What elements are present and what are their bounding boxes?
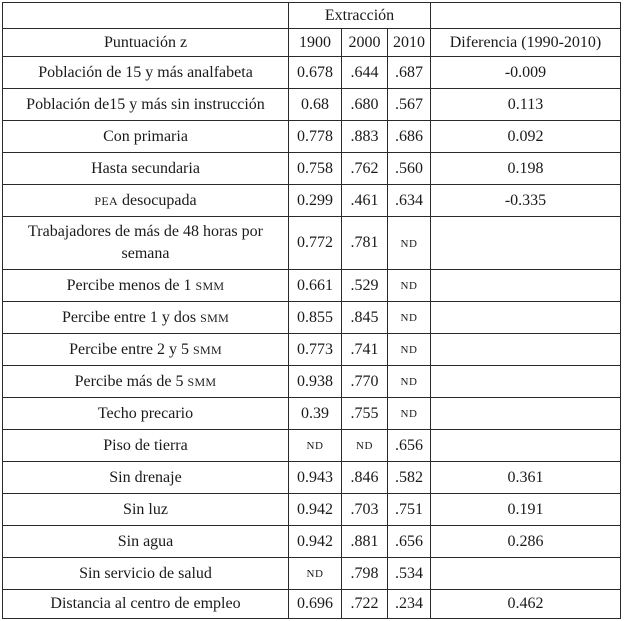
row-label (3, 217, 289, 270)
table-row (3, 270, 621, 302)
cell-diferencia (431, 302, 621, 334)
row-label-text: Trabajadores de más de 48 horas por semana (28, 223, 263, 262)
cell-2010: .751 (388, 494, 431, 526)
table-row (3, 526, 621, 558)
header-empty-cell (431, 3, 621, 29)
nd-marker: ND (356, 440, 373, 452)
data-table (2, 2, 621, 619)
cell-2000: .680 (342, 89, 388, 121)
nd-marker: ND (400, 280, 418, 292)
cell-2010: .560 (388, 153, 431, 185)
table-row (3, 302, 621, 334)
row-label-text: Población de 15 y más analfabeta (38, 63, 253, 81)
table-row (3, 590, 621, 619)
cell-2010: .656 (388, 526, 431, 558)
cell-diferencia (431, 366, 621, 398)
row-label-abbrev: SMM (195, 278, 225, 293)
cell-1900: 0.39 (289, 398, 342, 430)
cell-1900: 0.661 (289, 270, 342, 302)
cell-2010: .687 (388, 57, 431, 89)
cell-2010 (388, 398, 431, 430)
cell-diferencia: 0.198 (431, 153, 621, 185)
table-row (3, 462, 621, 494)
table-row (3, 494, 621, 526)
cell-diferencia: 0.191 (431, 494, 621, 526)
cell-1900: 0.938 (289, 366, 342, 398)
header-year-1900: 1900 (289, 29, 342, 57)
header-extraccion: Extracción (289, 3, 431, 29)
cell-2010: .234 (388, 590, 431, 619)
row-label (3, 430, 289, 462)
cell-diferencia (431, 430, 621, 462)
cell-2000 (342, 430, 388, 462)
cell-1900: 0.855 (289, 302, 342, 334)
row-label-text: Distancia al centro de empleo (50, 595, 241, 612)
cell-2000: .881 (342, 526, 388, 558)
row-label (3, 121, 289, 153)
cell-2010: .634 (388, 185, 431, 217)
nd-marker: ND (306, 440, 324, 452)
cell-2000: .770 (342, 366, 388, 398)
cell-1900: 0.758 (289, 153, 342, 185)
cell-2010 (388, 270, 431, 302)
row-label-text: Techo precario (97, 404, 194, 422)
cell-1900: 0.68 (289, 89, 342, 121)
cell-diferencia (431, 334, 621, 366)
nd-marker: ND (306, 568, 324, 580)
cell-2000: .798 (342, 558, 388, 590)
table-row (3, 185, 621, 217)
nd-marker: ND (400, 376, 418, 388)
row-label-text: Piso de tierra (103, 436, 188, 454)
nd-marker: ND (400, 408, 418, 420)
cell-diferencia: 0.286 (431, 526, 621, 558)
table-row (3, 430, 621, 462)
row-label (3, 494, 289, 526)
cell-diferencia (431, 217, 621, 270)
cell-2000: .781 (342, 217, 388, 270)
row-label-text: desocupada (117, 191, 197, 209)
cell-2000: .883 (342, 121, 388, 153)
table-row (3, 334, 621, 366)
header-year-2000: 2000 (342, 29, 388, 57)
header-row-columns (3, 29, 621, 57)
table-row (3, 398, 621, 430)
row-label-text: Percibe menos de 1 (66, 276, 196, 294)
cell-diferencia (431, 398, 621, 430)
cell-2000: .741 (342, 334, 388, 366)
cell-1900 (289, 430, 342, 462)
cell-1900: 0.943 (289, 462, 342, 494)
row-label-text: Percibe entre 1 y dos (61, 308, 201, 326)
row-label (3, 89, 289, 121)
row-label (3, 334, 289, 366)
table-row (3, 558, 621, 590)
row-label (3, 398, 289, 430)
cell-1900: 0.678 (289, 57, 342, 89)
cell-2000: .845 (342, 302, 388, 334)
row-label-abbrev: PEA (94, 193, 118, 208)
table-row (3, 57, 621, 89)
row-label-text: Sin agua (117, 532, 174, 550)
cell-diferencia: 0.361 (431, 462, 621, 494)
cell-2010: .534 (388, 558, 431, 590)
row-label-text: Población de15 y más sin instrucción (26, 95, 265, 113)
cell-2000: .644 (342, 57, 388, 89)
row-label (3, 462, 289, 494)
row-label (3, 57, 289, 89)
cell-2000: .722 (342, 590, 388, 619)
header-year-2010: 2010 (388, 29, 431, 57)
nd-marker: ND (400, 237, 418, 250)
cell-2000: .846 (342, 462, 388, 494)
row-label-text: Hasta secundaria (91, 159, 200, 177)
cell-1900: 0.299 (289, 185, 342, 217)
cell-diferencia (431, 558, 621, 590)
header-row-group (3, 3, 621, 29)
cell-2010 (388, 302, 431, 334)
row-label (3, 526, 289, 558)
cell-1900: 0.772 (289, 217, 342, 270)
cell-1900: 0.942 (289, 494, 342, 526)
cell-2010: .686 (388, 121, 431, 153)
row-label (3, 270, 289, 302)
table-body (3, 3, 621, 619)
cell-1900: 0.778 (289, 121, 342, 153)
row-label-abbrev: SMM (193, 342, 222, 357)
table-row (3, 121, 621, 153)
cell-2000: .461 (342, 185, 388, 217)
table-row (3, 366, 621, 398)
row-label (3, 153, 289, 185)
cell-diferencia: 0.092 (431, 121, 621, 153)
header-puntuacion-z: Puntuación z (3, 29, 289, 57)
cell-diferencia: 0.113 (431, 89, 621, 121)
table-row (3, 89, 621, 121)
cell-2010 (388, 334, 431, 366)
cell-1900: 0.942 (289, 526, 342, 558)
row-label (3, 366, 289, 398)
row-label (3, 590, 289, 619)
cell-2010: .582 (388, 462, 431, 494)
row-label-text: Sin drenaje (109, 468, 182, 486)
cell-1900 (289, 558, 342, 590)
cell-2010: .567 (388, 89, 431, 121)
cell-2000: .703 (342, 494, 388, 526)
header-empty-cell (3, 3, 289, 29)
cell-1900: 0.773 (289, 334, 342, 366)
cell-2000: .755 (342, 398, 388, 430)
row-label-abbrev: SMM (187, 374, 217, 389)
nd-marker: ND (400, 312, 418, 324)
cell-2000: .762 (342, 153, 388, 185)
cell-diferencia: -0.009 (431, 57, 621, 89)
row-label-text: Sin servicio de salud (79, 564, 212, 582)
cell-2010 (388, 366, 431, 398)
row-label-text: Sin luz (123, 500, 168, 518)
cell-1900: 0.696 (289, 590, 342, 619)
cell-2010: .656 (388, 430, 431, 462)
header-diferencia: Diferencia (1990-2010) (431, 29, 621, 57)
row-label (3, 302, 289, 334)
table-row (3, 217, 621, 270)
nd-marker: ND (400, 344, 418, 356)
table-row (3, 153, 621, 185)
row-label-text: Percibe entre 2 y 5 (69, 340, 194, 358)
table-container (2, 2, 621, 619)
row-label-text: Percibe más de 5 (74, 372, 188, 390)
row-label (3, 558, 289, 590)
row-label (3, 185, 289, 217)
row-label-abbrev: SMM (200, 310, 230, 325)
cell-diferencia (431, 270, 621, 302)
cell-diferencia: -0.335 (431, 185, 621, 217)
cell-2000: .529 (342, 270, 388, 302)
row-label-text: Con primaria (103, 127, 188, 145)
cell-diferencia: 0.462 (431, 590, 621, 619)
cell-2010 (388, 217, 431, 270)
